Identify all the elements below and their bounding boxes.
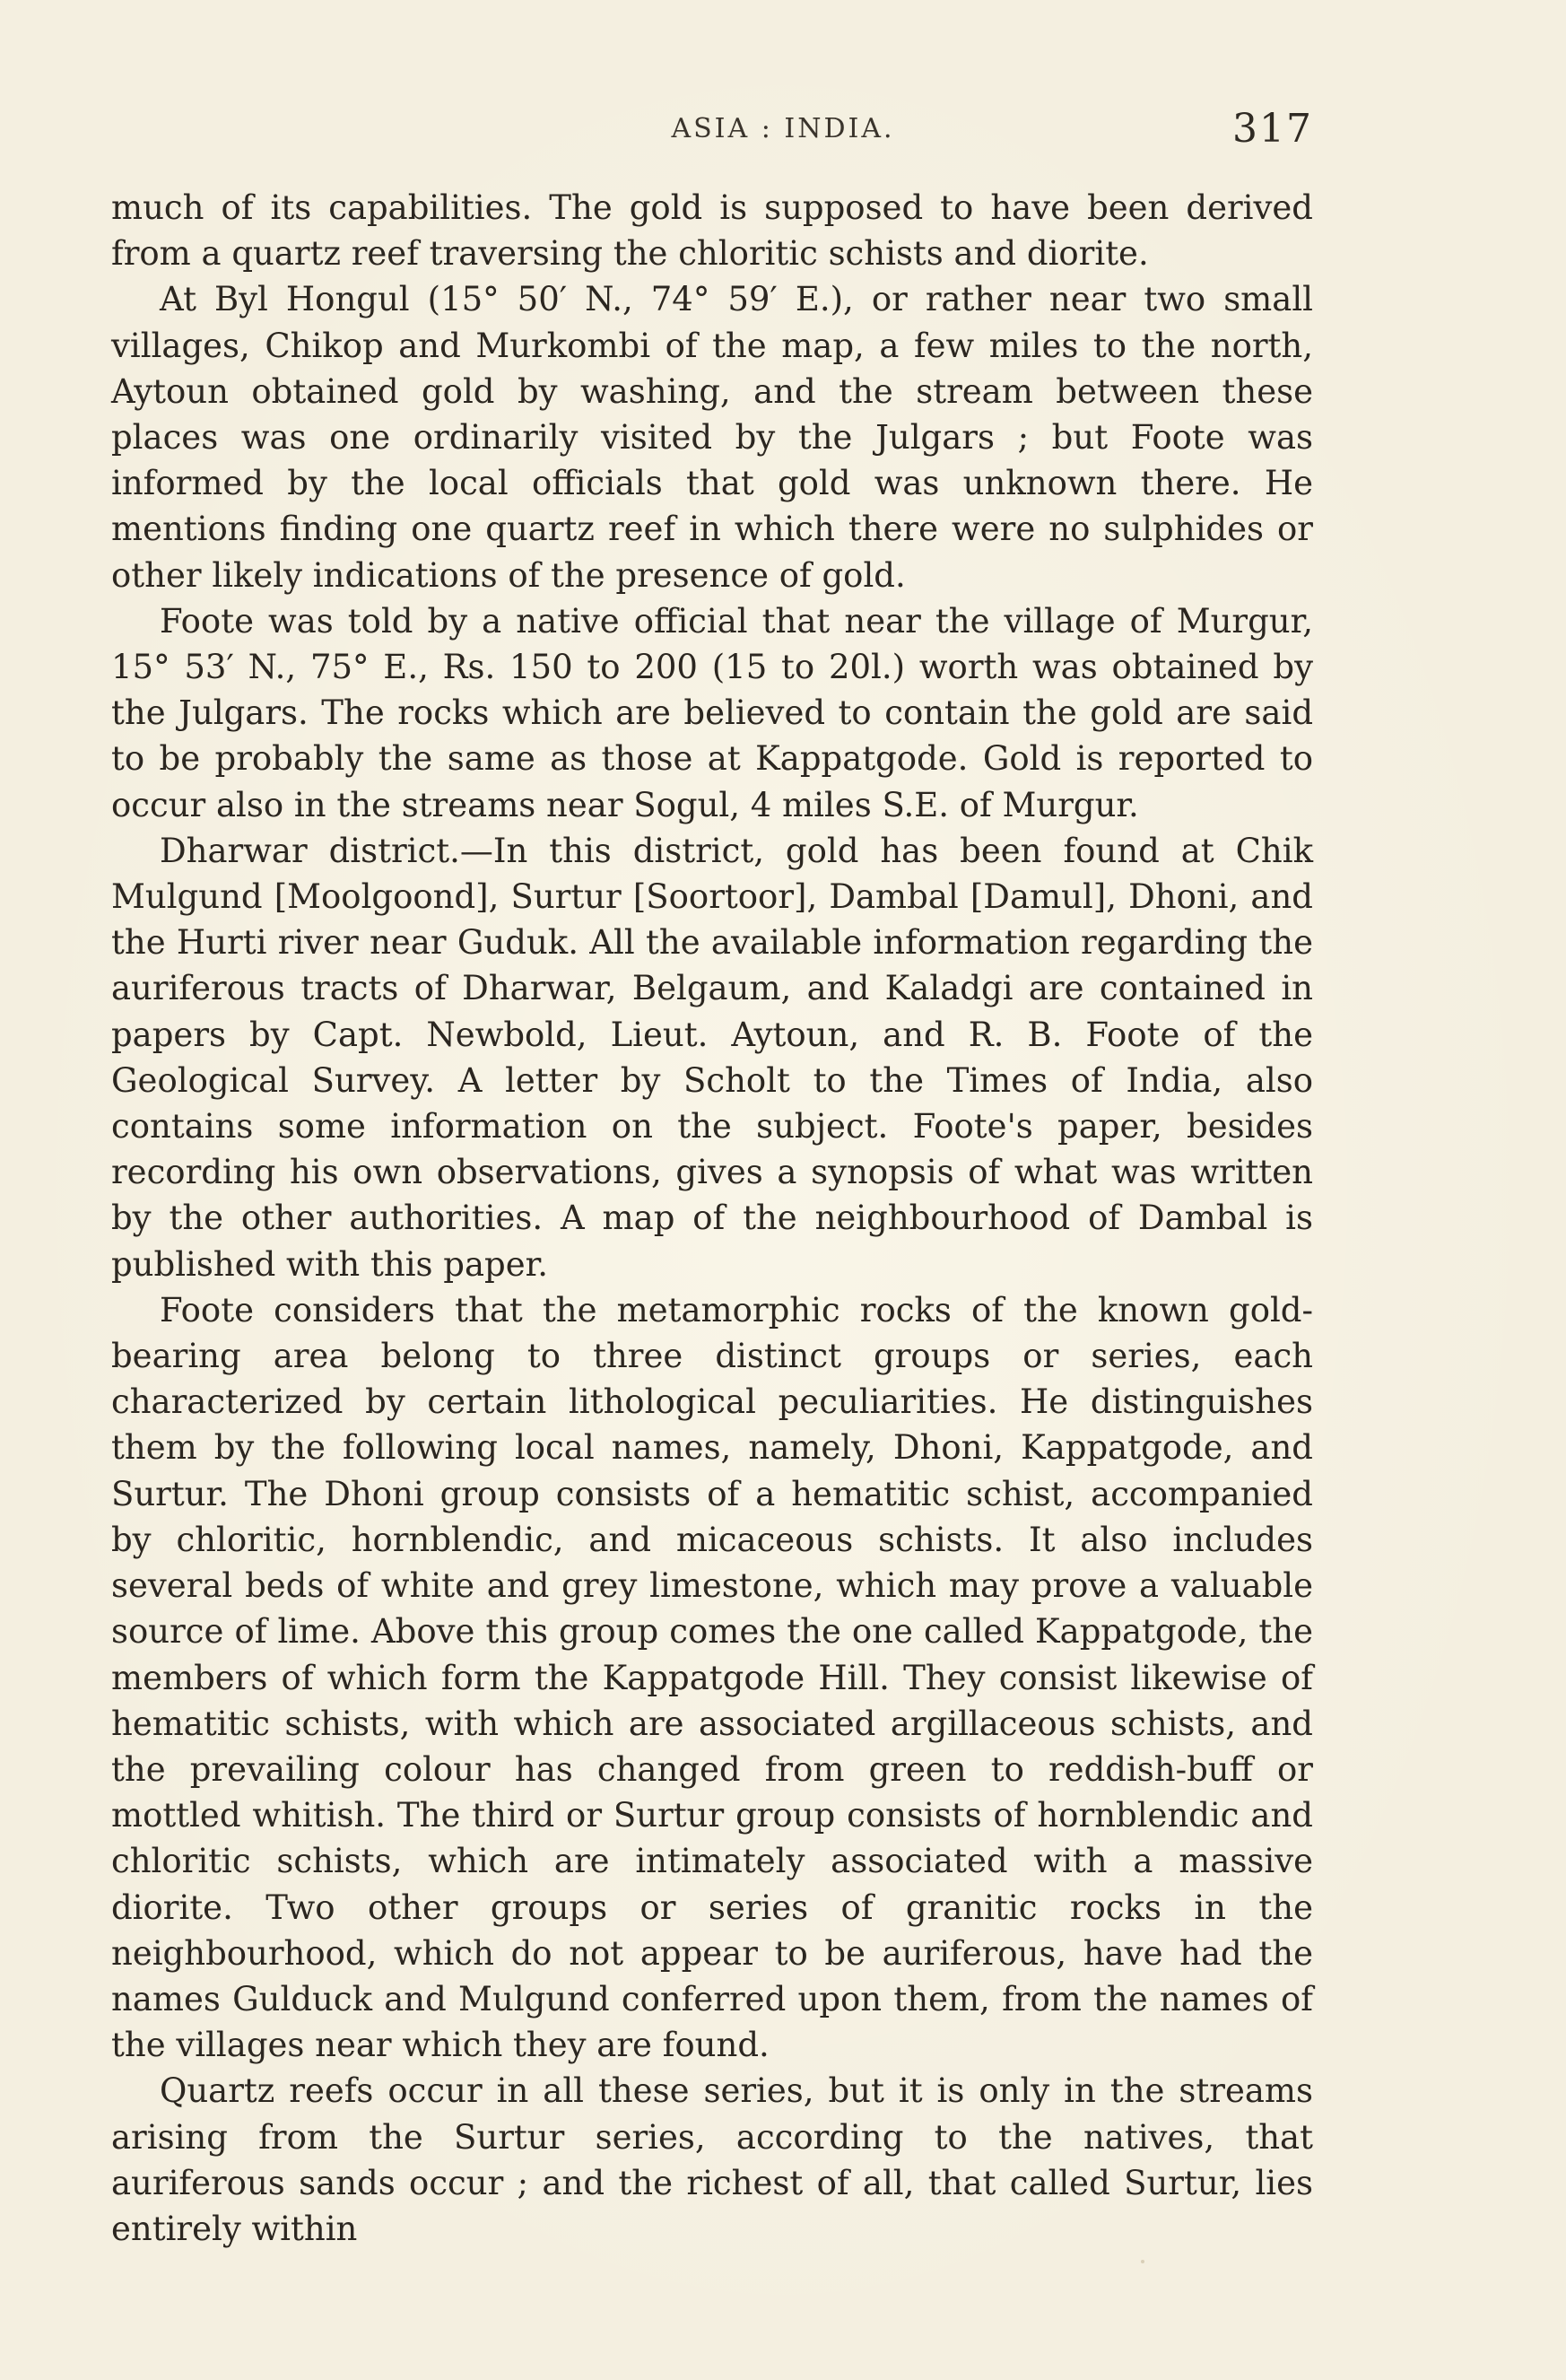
page-number: 317	[1232, 106, 1313, 152]
running-title: ASIA : INDIA.	[671, 113, 895, 144]
paper-speck	[1141, 2260, 1144, 2263]
paragraph: Foote was told by a native official that near the village of Murgur, 15° 53′ N., 75° E., Rs. 150 to 200 (15 to 20l.) worth was obtained by the Julgars. The rocks which are believed to contain the gold are said to be probably the same as those at Kappatgode. Gold is reported to occur also in the streams near Sogul, 4 miles S.E. of Murgur.	[111, 601, 1313, 824]
running-head	[0, 106, 1566, 160]
paragraph: Dharwar district.—In this district, gold has been found at Chik Mulgund [Moolgoond], Surtur [Soortoor], Dambal [Damul], Dhoni, and the Hurti river near Guduk. All the available information regarding the auriferous tracts of Dharwar, Belgaum, and Kaladgi are contained in papers by Capt. Newbold, Lieut. Aytoun, and R. B. Foote of the Geological Survey. A letter by Scholt to the Times of India, also contains some information on the subject. Foote's paper, besides recording his own observations, gives a synopsis of what was written by the other authorities. A map of the neighbourhood of Dambal is published with this paper.	[111, 831, 1313, 1284]
paragraph: At Byl Hongul (15° 50′ N., 74° 59′ E.), or rather near two small villages, Chikop and Murkombi of the map, a few miles to the north, Aytoun obtained gold by washing, and the stream between these places was one ordinarily visited by the Julgars ; but Foote was informed by the local officials that gold was unknown there. He mentions finding one quartz reef in which there were no sulphides or other likely indications of the presence of gold.	[111, 280, 1313, 595]
paragraph: Quartz reefs occur in all these series, but it is only in the streams arising from the Surtur series, according to the natives, that auriferous sands occur ; and the richest of all, that called Surtur, lies entirely within	[111, 2071, 1313, 2248]
body-text	[111, 185, 1313, 2252]
paragraph: much of its capabilities. The gold is supposed to have been derived from a quartz reef traversing the chloritic schists and diorite.	[111, 188, 1313, 274]
paragraph: Foote considers that the metamorphic rocks of the known gold-bearing area belong to three distinct groups or series, each characterized by certain lithological peculiarities. He distinguishes them by the following local names, namely, Dhoni, Kappatgode, and Surtur. The Dhoni group consists of a hematitic schist, accompanied by chloritic, hornblendic, and micaceous schists. It also includes several beds of white and grey limestone, which may prove a valuable source of lime. Above this group comes the one called Kappatgode, the members of which form the Kappatgode Hill. They consist likewise of hematitic schists, with which are associated argillaceous schists, and the prevailing colour has changed from green to reddish-buff or mottled whitish. The third or Surtur group consists of hornblendic and chloritic schists, which are intimately associated with a massive diorite. Two other groups or series of granitic rocks in the neighbourhood, which do not appear to be auriferous, have had the names Gulduck and Mulgund conferred upon them, from the names of the villages near which they are found.	[111, 1290, 1313, 2065]
